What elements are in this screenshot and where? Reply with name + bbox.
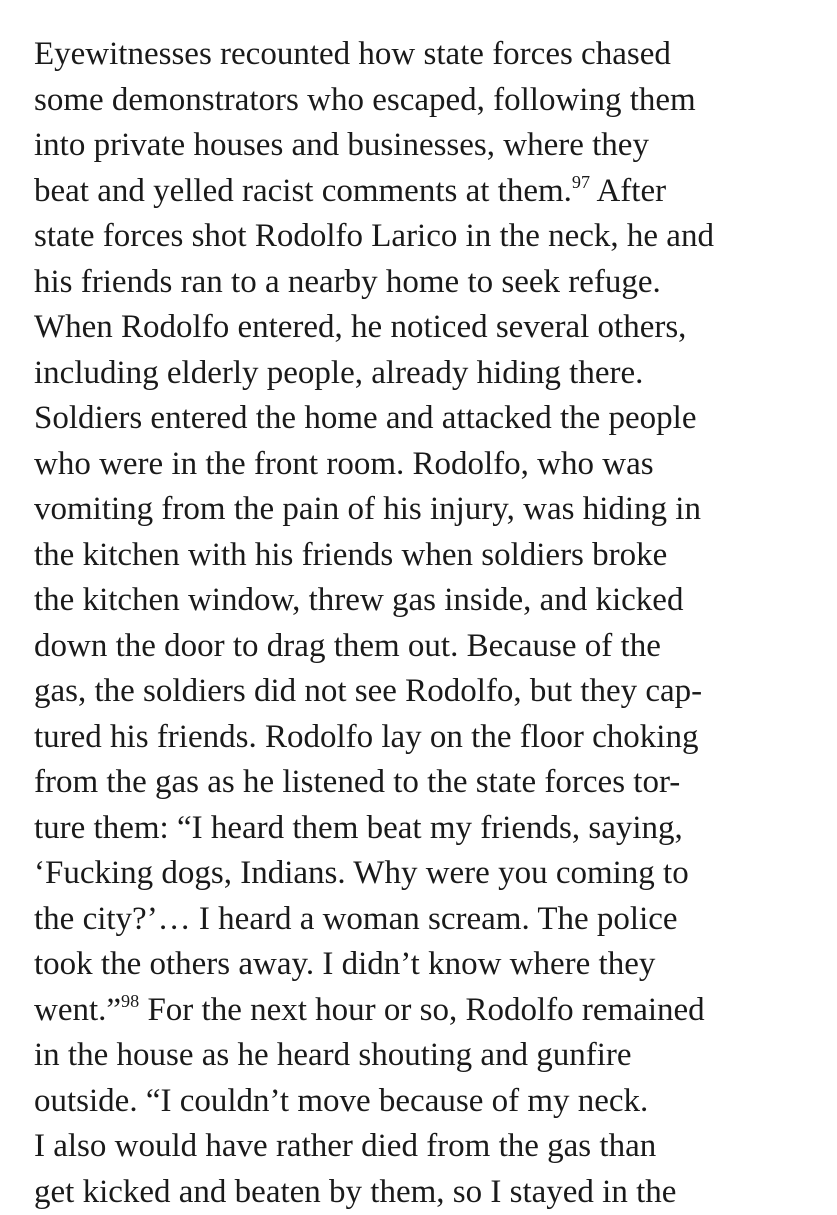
text-line: into private houses and businesses, where they — [34, 123, 824, 169]
body-paragraph — [34, 32, 824, 1215]
text-line: the kitchen with his friends when soldiers broke — [34, 533, 824, 579]
text-line: ‘Fucking dogs, Indians. Why were you coming to — [34, 851, 824, 897]
text-line-part: For the next hour or so, Rodolfo remained — [139, 992, 704, 1028]
text-line: Soldiers entered the home and attacked the people — [34, 396, 824, 442]
text-line — [34, 169, 824, 215]
text-line: some demonstrators who escaped, following them — [34, 78, 824, 124]
text-line — [34, 988, 824, 1034]
text-line: gas, the soldiers did not see Rodolfo, but they cap- — [34, 669, 824, 715]
text-line-part: After — [590, 173, 666, 209]
text-line: outside. “I couldn’t move because of my neck. — [34, 1079, 824, 1125]
text-line: When Rodolfo entered, he noticed several others, — [34, 305, 824, 351]
text-line: Eyewitnesses recounted how state forces chased — [34, 32, 824, 78]
text-line: in the house as he heard shouting and gunfire — [34, 1033, 824, 1079]
text-line: down the door to drag them out. Because of the — [34, 624, 824, 670]
document-page — [34, 32, 824, 1215]
text-line: I also would have rather died from the gas than — [34, 1124, 824, 1170]
footnote-marker: 98 — [121, 991, 139, 1011]
footnote-marker: 97 — [572, 172, 590, 192]
text-line: tured his friends. Rodolfo lay on the floor choking — [34, 715, 824, 761]
text-line: the kitchen window, threw gas inside, and kicked — [34, 578, 824, 624]
text-line: including elderly people, already hiding there. — [34, 351, 824, 397]
text-line: the city?’… I heard a woman scream. The police — [34, 897, 824, 943]
text-line: from the gas as he listened to the state forces tor- — [34, 760, 824, 806]
text-line: took the others away. I didn’t know where they — [34, 942, 824, 988]
text-line: state forces shot Rodolfo Larico in the neck, he and — [34, 214, 824, 260]
text-line: vomiting from the pain of his injury, was hiding in — [34, 487, 824, 533]
text-line: who were in the front room. Rodolfo, who was — [34, 442, 824, 488]
text-line: his friends ran to a nearby home to seek refuge. — [34, 260, 824, 306]
text-line-part: beat and yelled racist comments at them. — [34, 173, 572, 209]
text-line-part: went.” — [34, 992, 121, 1028]
text-line: get kicked and beaten by them, so I stayed in the — [34, 1170, 824, 1215]
text-line: ture them: “I heard them beat my friends, saying, — [34, 806, 824, 852]
